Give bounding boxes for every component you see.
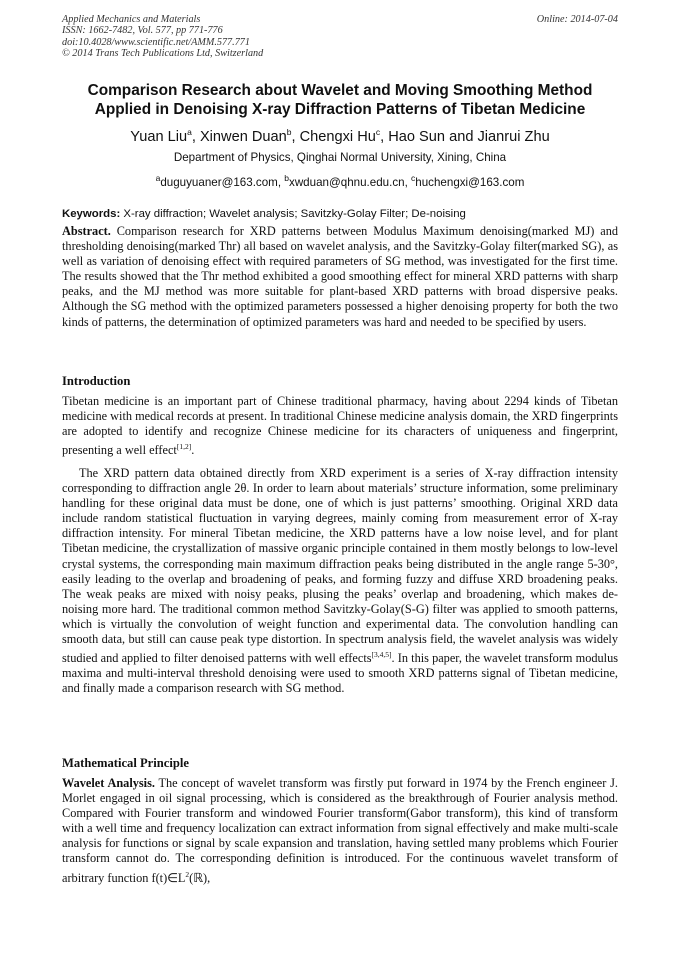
journal-header [62,14,618,60]
email-address[interactable]: xwduan@qhnu.edu.cn [289,175,405,189]
intro-p2-text: The XRD pattern data obtained directly from XRD experiment is a series of X-ray diffraction intensity corresponding to diffraction angle 2θ. In order to learn about materials’ structure information, some preliminary handling for these original data must be done, one of which is just patterns’ smoothing. Original XRD data include random statistical fluctuation in varying degrees, mainly coming from measurement error of X-ray diffraction intensity. For mineral Tibetan medicine, the XRD patterns have a low noise level, and for plant Tibetan medicine, the crystallization of massive organic principle contained in them mostly belongs to low-level crystal systems, the corresponding main maximum diffraction peaks being distributed in the angle range 5-30°, easily leading to the overlap and broadening of peaks, and forming fuzzy and diffuse XRD broadening peaks. The weak peaks are mixed with noisy peaks, plusing the peaks’ overlap and broadening, which makes de-noising more hard. The traditional common method Savitzky-Golay(S-G) filter was applied to smooth patterns, which is virtually the convolution of weight function and experimental data. The convolution handling can smooth data, but still can cause peak type distortion. In spectrum analysis field, the wavelet analysis was widely studied and applied to filter denoised patterns with well effects [62,466,618,666]
author-name: Yuan Liu [130,128,188,145]
author-name: Chengxi Hu [299,128,376,145]
author-name: Xinwen Duan [199,128,287,145]
author-affiliation-mark: a [187,127,192,137]
email-separator: , [404,175,412,189]
email-mark: c [411,173,416,183]
issn-line: ISSN: 1662-7482, Vol. 577, pp 771-776 [62,25,223,37]
email-address[interactable]: huchengxi@163.com [415,175,525,189]
email-list [62,171,618,190]
author-separator: , [191,128,200,145]
citation-ref: [3,4,5] [371,650,392,660]
abstract [62,224,618,330]
author-separator: and [445,128,478,145]
author-separator: , [380,128,389,145]
author-list [62,123,618,146]
wavelet-text: The concept of wavelet transform was firstly put forward in 1974 by the French engineer J. Morlet engaged in oil signal processing, which is considered as the breakthrough of Fourier analysis method. Compared with Fourier transform and windowed Fourier transform(Gabor transform), this kind of transform with a well time and frequency localization can extract information from signal effectively and make multi-scale analysis for functions or signal by scale expansion and translation, having settled many problems which Fourier transform cannot do. The corresponding definition is introduced. For the continuous wavelet transform of arbitrary function [62,776,618,885]
title-line-1: Comparison Research about Wavelet and Moving Smoothing Method [87,82,593,99]
formula: f(t)∈L [151,870,186,885]
wavelet-label: Wavelet Analysis. [62,776,155,790]
wavelet-analysis-paragraph [62,776,618,886]
intro-p1-text: Tibetan medicine is an important part of Chinese traditional pharmacy, having about 2294 kinds of Tibetan medicine with medical records at present. In traditional Chinese medicine analysis domain, the XRD fingerprints are adopted to identify and recognize Chinese medicine for its characters of uniqueness and fingerprint, presenting a well effect [62,394,618,458]
introduction-heading: Introduction [62,374,131,388]
intro-p1-end: . [191,443,195,458]
author-name: Hao Sun [388,128,446,145]
keywords-text: X-ray diffraction; Wavelet analysis; Savitzky-Golay Filter; De-noising [120,208,466,220]
email-mark: b [284,173,290,183]
paper-title [62,81,618,119]
keywords-label: Keywords: [62,208,121,220]
introduction-paragraph-2 [62,466,618,697]
online-date: Online: 2014-07-04 [536,14,618,25]
formula-end: (ℝ), [189,870,211,885]
citation-ref: [1,2] [176,442,192,452]
doi-line: doi:10.4028/www.scientific.net/AMM.577.771 [62,36,250,48]
abstract-label: Abstract. [62,224,111,238]
author-separator: , [291,128,300,145]
math-principle-heading: Mathematical Principle [62,756,189,770]
intro-p2-end: . In this paper, the wavelet transform modulus maxima and multi-interval threshold denoising were used to smooth XRD patterns signal of Tibetan medicine, and finally made a comparison research with SG method. [62,651,618,696]
email-mark: a [155,173,161,183]
journal-name: Applied Mechanics and Materials [62,14,201,25]
copyright-line: © 2014 Trans Tech Publications Ltd, Switzerland [62,48,264,60]
title-line-2: Applied in Denoising X-ray Diffraction Patterns of Tibetan Medicine [94,101,586,118]
affiliation: Department of Physics, Qinghai Normal University, Xining, China [173,151,507,164]
abstract-text: Comparison research for XRD patterns between Modulus Maximum denoising(marked MJ) and thresholding denoising(marked Thr) all based on wavelet analysis, and the Savitzky-Golay filter(marked SG), as well as variation of denoising effect with required parameters of SG method, was investigated for the first time. The results showed that the Thr method exhibited a good smoothing effect for mineral XRD patterns with sharp peaks, and the MJ method was more suitable for plant-based XRD patterns with broad dispersive peaks. Although the SG method with the optimized parameters possessed a higher denoising property for both the two kinds of patterns, the determination of optimized parameters was hard and needed to be specified by users. [62,224,618,329]
author-affiliation-mark: c [375,127,381,137]
email-separator: , [277,175,285,189]
email-address[interactable]: duguyuaner@163.com [160,175,278,189]
formula-superscript: 2 [185,869,190,879]
keywords [62,207,618,221]
author-affiliation-mark: b [286,127,292,137]
author-name: Jianrui Zhu [477,128,550,145]
introduction-paragraph-1 [62,394,618,458]
